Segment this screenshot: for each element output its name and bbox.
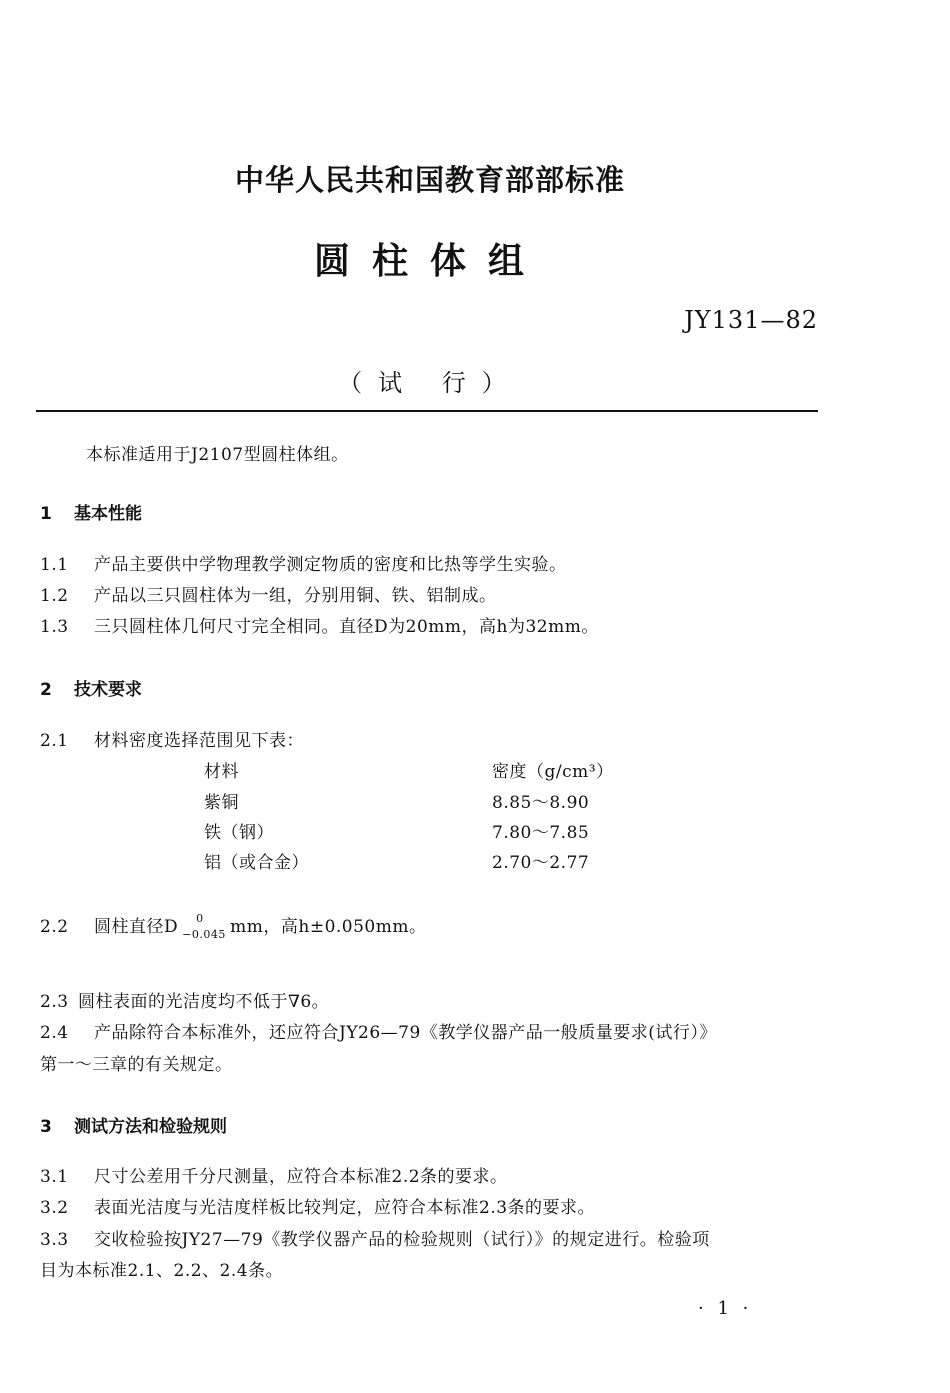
section-2-heading [40, 675, 142, 700]
item-number: 1.1 [40, 555, 69, 575]
item-text: 表面光洁度与光洁度样板比较判定，应符合本标准2.3条的要求。 [94, 1198, 596, 1218]
item-number: 3.3 [40, 1230, 69, 1250]
item-2-1 [40, 726, 304, 751]
table-cell-density: 2.70～2.77 [492, 853, 590, 873]
table-cell-density: 8.85～8.90 [492, 793, 590, 813]
item-2-4-continued: 第一～三章的有关规定。 [40, 1055, 233, 1075]
standard-code: JY131—82 [684, 306, 818, 334]
table-cell-material: 铁（钢） [204, 823, 274, 843]
page-number: · 1 · [698, 1298, 753, 1319]
trial-status: （试 行） [338, 369, 522, 397]
item-number: 3.1 [40, 1167, 69, 1187]
table-header-density: 密度（g/cm³） [492, 762, 614, 782]
item-text: 尺寸公差用千分尺测量，应符合本标准2.2条的要求。 [94, 1167, 508, 1187]
section-number: 2 [40, 680, 52, 700]
item-1-1 [40, 550, 567, 575]
item-3-3-continued: 目为本标准2.1、2.2、2.4条。 [40, 1261, 284, 1281]
item-number: 2.2 [40, 917, 69, 937]
section-title: 测试方法和检验规则 [74, 1117, 227, 1137]
item-number: 1.2 [40, 586, 69, 606]
item-text: 产品主要供中学物理教学测定物质的密度和比热等学生实验。 [94, 555, 567, 575]
item-3-3 [40, 1225, 710, 1250]
section-title: 基本性能 [74, 504, 142, 524]
item-text: 交收检验按JY27—79《教学仪器产品的检验规则（试行）》的规定进行。检验项 [94, 1230, 710, 1250]
section-title: 技术要求 [74, 680, 142, 700]
tolerance-upper: 0 [196, 911, 204, 925]
tolerance [178, 913, 230, 943]
item-text: 三只圆柱体几何尺寸完全相同。直径D为20mm，高h为32mm。 [94, 617, 599, 637]
item-text-suffix: mm，高h±0.050mm。 [230, 917, 427, 937]
item-text: 圆柱表面的光洁度均不低于∇6。 [78, 992, 330, 1012]
section-3-heading [40, 1112, 227, 1137]
item-number: 2.1 [40, 731, 69, 751]
section-number: 3 [40, 1117, 52, 1137]
intro-text: 本标准适用于J2107型圆柱体组。 [86, 445, 349, 465]
item-text: 产品除符合本标准外，还应符合JY26—79《教学仪器产品一般质量要求(试行）》 [94, 1023, 717, 1043]
item-3-1 [40, 1162, 508, 1187]
item-1-3 [40, 612, 599, 637]
item-2-4 [40, 1018, 717, 1043]
item-text: 材料密度选择范围见下表： [94, 731, 304, 751]
header-divider [36, 410, 818, 412]
item-number: 3.2 [40, 1198, 69, 1218]
org-title: 中华人民共和国教育部部标准 [234, 163, 625, 197]
item-2-3 [40, 987, 329, 1012]
item-1-2 [40, 581, 497, 606]
item-number: 2.4 [40, 1023, 69, 1043]
section-1-heading [40, 499, 142, 524]
table-cell-density: 7.80～7.85 [492, 823, 590, 843]
section-number: 1 [40, 504, 52, 524]
item-number: 1.3 [40, 617, 69, 637]
table-header-material: 材料 [204, 762, 239, 782]
tolerance-lower: −0.045 [182, 927, 226, 941]
item-3-2 [40, 1193, 595, 1218]
table-cell-material: 铝（或合金） [204, 853, 309, 873]
item-text-prefix: 圆柱直径D [94, 917, 179, 937]
item-number: 2.3 [40, 992, 69, 1012]
item-text: 产品以三只圆柱体为一组，分别用铜、铁、铝制成。 [94, 586, 497, 606]
item-2-2 [40, 912, 426, 943]
table-cell-material: 紫铜 [204, 793, 239, 813]
doc-title: 圆柱体组 [313, 241, 546, 282]
